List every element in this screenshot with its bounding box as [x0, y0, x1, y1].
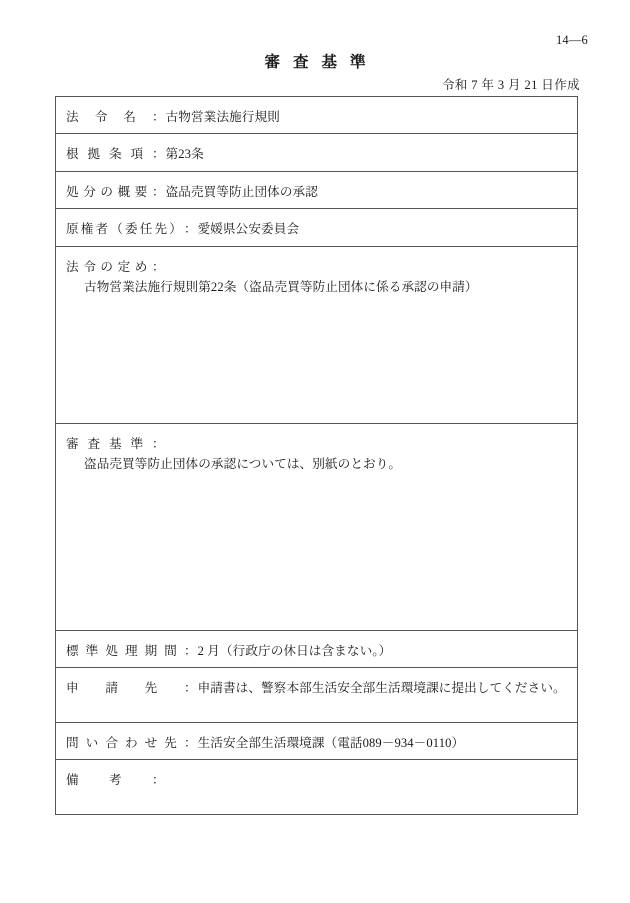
table-row — [56, 423, 578, 630]
row-label-law-name: 法 令 名 — [66, 110, 136, 124]
table-cell-examination-criteria — [56, 423, 578, 630]
table-cell-original-authority — [56, 209, 578, 246]
row-label-legal-provisions: 法 令 の 定 め — [66, 259, 148, 274]
table-row — [56, 722, 578, 759]
row-value-inquiries: 生活安全部生活環境課（電話089－934－0110） — [197, 735, 465, 750]
row-label-standard-processing-period: 標 準 処 理 期 間 — [66, 643, 177, 658]
row-colon: ： — [152, 436, 165, 451]
table-row — [56, 246, 578, 423]
row-colon: ： — [184, 680, 197, 695]
row-value-legal-provisions: 古物営業法施行規則第22条（盗品売買等防止団体に係る承認の申請） — [84, 279, 478, 294]
row-value-examination-criteria: 盗品売買等防止団体の承認については、別紙のとおり。 — [84, 456, 402, 471]
criteria-table — [55, 96, 578, 815]
table-cell-legal-provisions — [56, 246, 578, 423]
row-colon: ： — [184, 735, 197, 750]
row-value-legal-basis: 第23条 — [165, 147, 204, 162]
row-label-remarks: 備 考 — [66, 773, 122, 788]
table-cell-remarks — [56, 760, 578, 815]
table-cell-application-destination — [56, 667, 578, 722]
row-colon: ： — [152, 259, 165, 274]
row-label-disposition-summary: 処 分 の 概 要 — [66, 184, 148, 199]
row-value-standard-processing-period: 2 月（行政庁の休日は含まない。） — [197, 643, 392, 658]
row-label-application-destination: 申 請 先 — [66, 680, 158, 695]
row-value-law-name: 古物営業法施行規則 — [165, 110, 280, 124]
row-colon: ： — [184, 222, 197, 237]
table-cell-disposition-summary — [56, 171, 578, 208]
table-row — [56, 209, 578, 246]
table-row — [56, 760, 578, 815]
table-row — [56, 667, 578, 722]
table-row — [56, 97, 578, 134]
table-cell-inquiries — [56, 722, 578, 759]
table-cell-legal-basis — [56, 134, 578, 171]
row-colon: ： — [152, 773, 165, 788]
document-date: 令和 7 年 3 月 21 日作成 — [441, 78, 580, 92]
row-label-inquiries: 問 い 合 わ せ 先 — [66, 735, 177, 750]
table-row — [56, 134, 578, 171]
table-row — [56, 171, 578, 208]
table-cell-standard-processing-period — [56, 630, 578, 667]
row-colon: ： — [152, 184, 165, 199]
table-cell-law-name — [56, 97, 578, 134]
page-number: 14—6 — [555, 33, 588, 47]
row-label-legal-basis: 根 拠 条 項 — [66, 147, 144, 162]
row-value-original-authority: 愛媛県公安委員会 — [197, 222, 300, 237]
row-value-application-destination: 申請書は、警察本部生活安全部生活環境課に提出してください。 — [197, 680, 566, 695]
row-colon: ： — [152, 147, 165, 162]
row-label-original-authority: 原 権 者 （ 委 任 先 ） — [66, 222, 182, 237]
row-colon: ： — [152, 110, 165, 124]
table-row — [56, 630, 578, 667]
row-label-examination-criteria: 審 査 基 準 — [66, 436, 144, 451]
row-value-disposition-summary: 盗品売買等防止団体の承認 — [165, 184, 318, 199]
row-colon: ： — [184, 643, 197, 658]
page-title: 審査基準 — [264, 54, 379, 71]
